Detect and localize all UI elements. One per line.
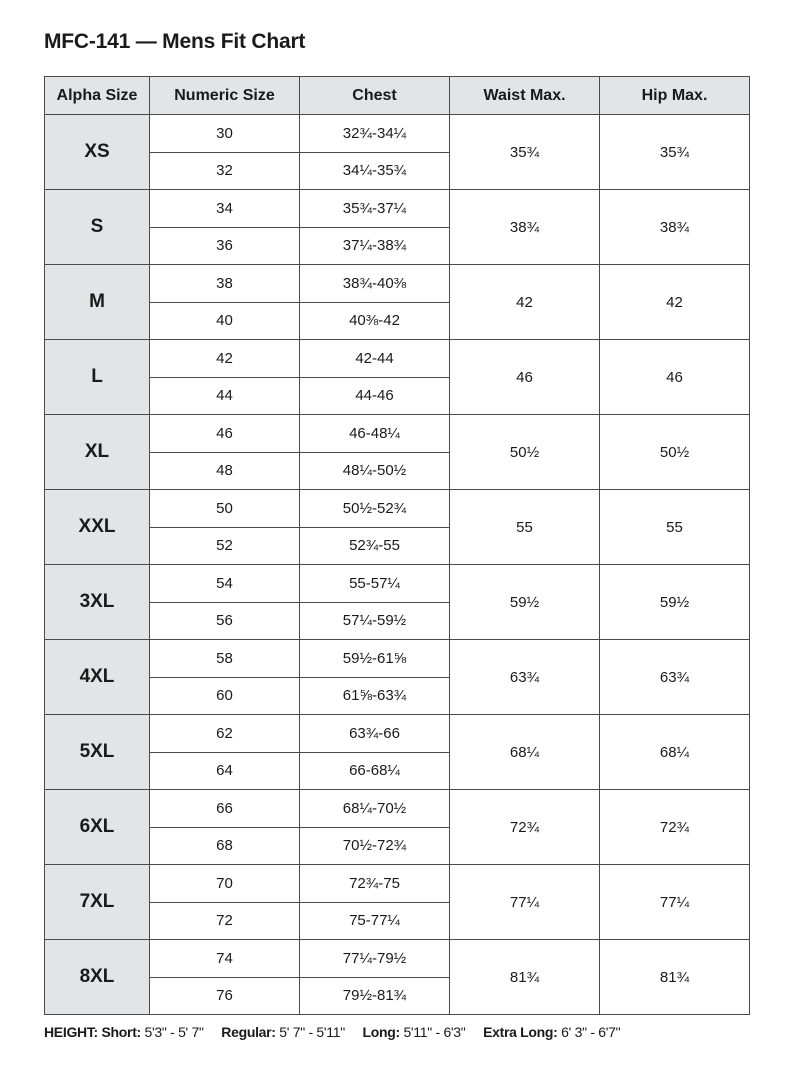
alpha-size-cell: 7XL	[45, 865, 150, 940]
chest-cell: 40⅜-42	[300, 302, 450, 340]
alpha-size-cell: L	[45, 340, 150, 415]
alpha-size-cell: 5XL	[45, 715, 150, 790]
alpha-size-cell: 3XL	[45, 565, 150, 640]
short-label: Short:	[101, 1024, 141, 1040]
hip-max-cell: 77¼	[600, 865, 750, 940]
long-value: 5'11" - 6'3"	[403, 1024, 466, 1040]
numeric-size-cell: 46	[150, 415, 300, 453]
table-body	[45, 115, 750, 1015]
table-row	[45, 565, 750, 603]
table-row	[45, 115, 750, 153]
chest-cell: 35¾-37¼	[300, 190, 450, 228]
chest-cell: 32¾-34¼	[300, 115, 450, 153]
chest-cell: 52¾-55	[300, 527, 450, 565]
hip-max-cell: 46	[600, 340, 750, 415]
regular-label: Regular:	[221, 1024, 276, 1040]
short-value: 5'3" - 5' 7"	[144, 1024, 204, 1040]
height-label: HEIGHT:	[44, 1024, 98, 1040]
alpha-size-cell: 4XL	[45, 640, 150, 715]
numeric-size-cell: 62	[150, 715, 300, 753]
numeric-size-cell: 56	[150, 602, 300, 640]
alpha-size-cell: M	[45, 265, 150, 340]
chest-cell: 57¼-59½	[300, 602, 450, 640]
numeric-size-cell: 54	[150, 565, 300, 603]
chest-cell: 75-77¼	[300, 902, 450, 940]
hip-max-cell: 38¾	[600, 190, 750, 265]
numeric-size-cell: 72	[150, 902, 300, 940]
chest-cell: 79½-81¾	[300, 977, 450, 1015]
numeric-size-cell: 68	[150, 827, 300, 865]
numeric-size-cell: 66	[150, 790, 300, 828]
header-numeric-size: Numeric Size	[150, 77, 300, 115]
hip-max-cell: 55	[600, 490, 750, 565]
chest-cell: 55-57¼	[300, 565, 450, 603]
header-chest: Chest	[300, 77, 450, 115]
numeric-size-cell: 50	[150, 490, 300, 528]
chest-cell: 72¾-75	[300, 865, 450, 903]
chest-cell: 77¼-79½	[300, 940, 450, 978]
waist-max-cell: 42	[450, 265, 600, 340]
waist-max-cell: 46	[450, 340, 600, 415]
table-row	[45, 415, 750, 453]
fit-chart-table	[44, 76, 750, 1015]
numeric-size-cell: 32	[150, 152, 300, 190]
hip-max-cell: 68¼	[600, 715, 750, 790]
waist-max-cell: 81¾	[450, 940, 600, 1015]
chest-cell: 46-48¼	[300, 415, 450, 453]
waist-max-cell: 55	[450, 490, 600, 565]
alpha-size-cell: 6XL	[45, 790, 150, 865]
extra-long-label: Extra Long:	[483, 1024, 558, 1040]
numeric-size-cell: 52	[150, 527, 300, 565]
waist-max-cell: 59½	[450, 565, 600, 640]
long-label: Long:	[362, 1024, 400, 1040]
chest-cell: 48¼-50½	[300, 452, 450, 490]
numeric-size-cell: 44	[150, 377, 300, 415]
chest-cell: 34¼-35¾	[300, 152, 450, 190]
table-row	[45, 190, 750, 228]
table-row	[45, 940, 750, 978]
numeric-size-cell: 36	[150, 227, 300, 265]
hip-max-cell: 63¾	[600, 640, 750, 715]
table-row	[45, 490, 750, 528]
waist-max-cell: 68¼	[450, 715, 600, 790]
numeric-size-cell: 64	[150, 752, 300, 790]
alpha-size-cell: 8XL	[45, 940, 150, 1015]
chest-cell: 44-46	[300, 377, 450, 415]
waist-max-cell: 50½	[450, 415, 600, 490]
table-row	[45, 640, 750, 678]
numeric-size-cell: 74	[150, 940, 300, 978]
alpha-size-cell: XS	[45, 115, 150, 190]
numeric-size-cell: 42	[150, 340, 300, 378]
header-hip-max: Hip Max.	[600, 77, 750, 115]
regular-value: 5' 7" - 5'11"	[279, 1024, 345, 1040]
hip-max-cell: 59½	[600, 565, 750, 640]
numeric-size-cell: 48	[150, 452, 300, 490]
chest-cell: 61⅝-63¾	[300, 677, 450, 715]
chest-cell: 37¼-38¾	[300, 227, 450, 265]
waist-max-cell: 63¾	[450, 640, 600, 715]
table-row	[45, 340, 750, 378]
numeric-size-cell: 40	[150, 302, 300, 340]
waist-max-cell: 35¾	[450, 115, 600, 190]
table-header	[45, 77, 750, 115]
numeric-size-cell: 30	[150, 115, 300, 153]
hip-max-cell: 50½	[600, 415, 750, 490]
numeric-size-cell: 58	[150, 640, 300, 678]
numeric-size-cell: 34	[150, 190, 300, 228]
header-waist-max: Waist Max.	[450, 77, 600, 115]
chest-cell: 50½-52¾	[300, 490, 450, 528]
table-row	[45, 715, 750, 753]
chest-cell: 38¾-40⅜	[300, 265, 450, 303]
hip-max-cell: 81¾	[600, 940, 750, 1015]
chest-cell: 59½-61⅝	[300, 640, 450, 678]
chest-cell: 66-68¼	[300, 752, 450, 790]
hip-max-cell: 35¾	[600, 115, 750, 190]
chest-cell: 42-44	[300, 340, 450, 378]
header-alpha-size: Alpha Size	[45, 77, 150, 115]
chest-cell: 63¾-66	[300, 715, 450, 753]
waist-max-cell: 72¾	[450, 790, 600, 865]
table-row	[45, 790, 750, 828]
alpha-size-cell: XXL	[45, 490, 150, 565]
chest-cell: 68¼-70½	[300, 790, 450, 828]
alpha-size-cell: S	[45, 190, 150, 265]
hip-max-cell: 72¾	[600, 790, 750, 865]
header-row	[45, 77, 750, 115]
height-legend	[44, 1024, 620, 1040]
numeric-size-cell: 76	[150, 977, 300, 1015]
table-row	[45, 865, 750, 903]
waist-max-cell: 77¼	[450, 865, 600, 940]
chest-cell: 70½-72¾	[300, 827, 450, 865]
alpha-size-cell: XL	[45, 415, 150, 490]
numeric-size-cell: 70	[150, 865, 300, 903]
numeric-size-cell: 60	[150, 677, 300, 715]
waist-max-cell: 38¾	[450, 190, 600, 265]
hip-max-cell: 42	[600, 265, 750, 340]
page-title: MFC-141 — Mens Fit Chart	[44, 30, 306, 53]
extra-long-value: 6' 3" - 6'7"	[561, 1024, 621, 1040]
table-row	[45, 265, 750, 303]
numeric-size-cell: 38	[150, 265, 300, 303]
